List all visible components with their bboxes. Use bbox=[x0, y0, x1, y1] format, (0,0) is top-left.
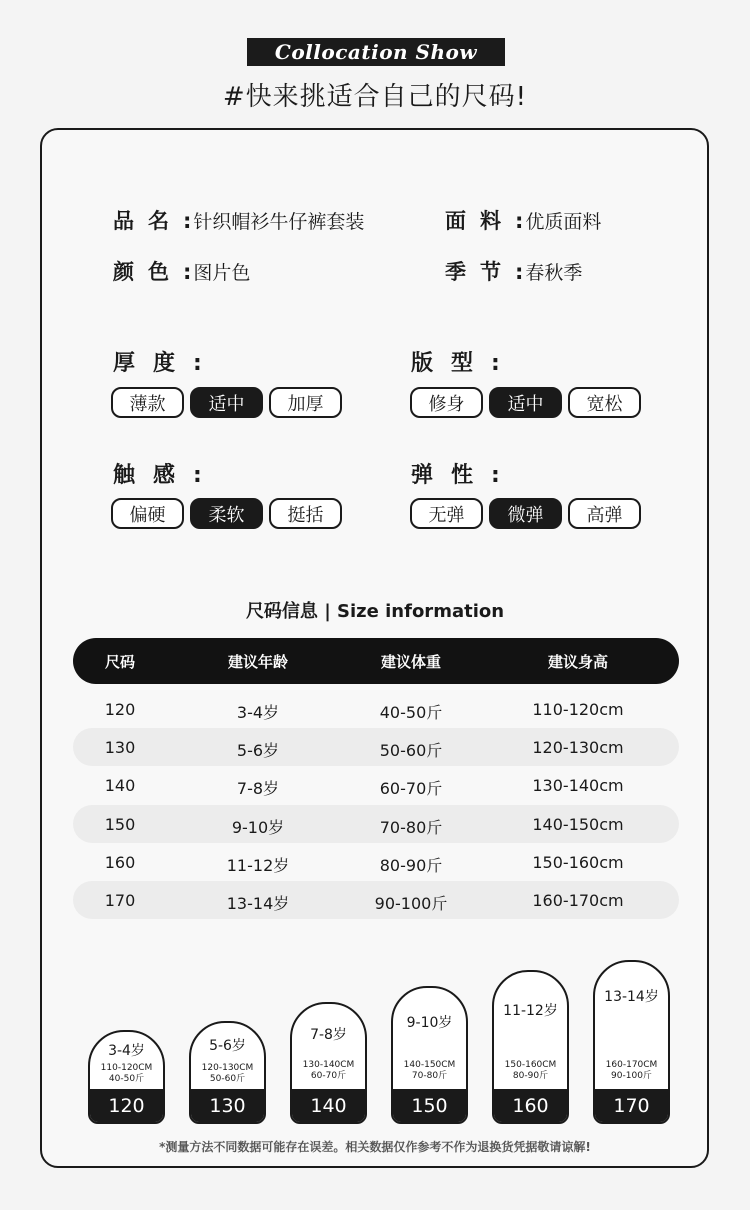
capsule-size: 140 bbox=[292, 1089, 365, 1122]
info-key: 品名 bbox=[113, 209, 183, 233]
info-fabric: 面料 : 优质面料 bbox=[445, 205, 601, 235]
capsule-height: 160-170CM bbox=[605, 1060, 658, 1070]
header-cell: 建议年龄 bbox=[227, 653, 288, 671]
header-cell: 建议身高 bbox=[547, 653, 608, 671]
option[interactable]: 薄款 bbox=[111, 387, 184, 418]
info-season: 季节 : 春秋季 bbox=[445, 256, 582, 286]
option[interactable]: 加厚 bbox=[269, 387, 342, 418]
capsule-age: 9-10岁 bbox=[406, 1015, 453, 1031]
table-cell: 110-120cm bbox=[532, 700, 624, 719]
capsule-size: 170 bbox=[595, 1089, 668, 1122]
size-capsule-130 bbox=[189, 1021, 266, 1124]
table-cell: 160 bbox=[104, 853, 136, 872]
capsule-size: 120 bbox=[90, 1089, 163, 1122]
subtitle: #快来挑适合自己的尺码! bbox=[222, 82, 528, 112]
table-cell: 140 bbox=[104, 776, 136, 795]
info-key: 季节 bbox=[445, 260, 515, 284]
table-cell: 130 bbox=[104, 738, 136, 757]
option-selected[interactable]: 柔软 bbox=[190, 498, 263, 529]
table-cell: 40-50斤 bbox=[379, 703, 443, 722]
info-key: 颜色 bbox=[113, 260, 183, 284]
attr-fit-options bbox=[410, 387, 641, 418]
capsule-height: 130-140CM bbox=[302, 1060, 355, 1070]
capsule-size: 160 bbox=[494, 1089, 567, 1122]
table-cell: 160-170cm bbox=[532, 891, 624, 910]
table-row bbox=[73, 690, 679, 728]
capsule-size: 130 bbox=[191, 1089, 264, 1122]
option[interactable]: 高弹 bbox=[568, 498, 641, 529]
capsule-height: 120-130CM bbox=[201, 1063, 254, 1073]
option[interactable]: 偏硬 bbox=[111, 498, 184, 529]
table-cell: 120-130cm bbox=[532, 738, 624, 757]
capsule-weight: 40-50斤 bbox=[108, 1074, 145, 1084]
option-selected[interactable]: 适中 bbox=[489, 387, 562, 418]
option[interactable]: 挺括 bbox=[269, 498, 342, 529]
table-cell: 80-90斤 bbox=[379, 856, 443, 875]
table-cell: 150-160cm bbox=[532, 853, 624, 872]
attr-elasticity-title: 弹性: bbox=[411, 463, 518, 488]
table-cell: 130-140cm bbox=[532, 776, 624, 795]
size-table-title: 尺码信息 | Size information bbox=[245, 601, 505, 622]
capsule-size: 150 bbox=[393, 1089, 466, 1122]
table-cell: 60-70斤 bbox=[379, 779, 443, 798]
capsule-weight: 80-90斤 bbox=[512, 1071, 549, 1081]
capsule-weight: 90-100斤 bbox=[611, 1071, 652, 1081]
size-capsule-150 bbox=[391, 986, 468, 1124]
capsule-age: 3-4岁 bbox=[108, 1043, 145, 1059]
table-cell: 50-60斤 bbox=[379, 741, 443, 760]
size-capsule-140 bbox=[290, 1002, 367, 1124]
capsule-age: 7-8岁 bbox=[310, 1027, 347, 1043]
attr-fit-title: 版型: bbox=[411, 351, 518, 376]
option-selected[interactable]: 微弹 bbox=[489, 498, 562, 529]
table-cell: 170 bbox=[104, 891, 136, 910]
size-capsule-120 bbox=[88, 1030, 165, 1124]
banner: Collocation Show bbox=[247, 38, 505, 66]
option[interactable]: 修身 bbox=[410, 387, 483, 418]
table-cell: 120 bbox=[104, 700, 136, 719]
capsule-age: 13-14岁 bbox=[604, 989, 659, 1005]
option-selected[interactable]: 适中 bbox=[190, 387, 263, 418]
info-value: 春秋季 bbox=[525, 262, 583, 284]
attr-elasticity-options bbox=[410, 498, 641, 529]
capsule-age: 11-12岁 bbox=[503, 1003, 558, 1019]
capsule-age: 5-6岁 bbox=[209, 1038, 246, 1054]
option[interactable]: 无弹 bbox=[410, 498, 483, 529]
option[interactable]: 宽松 bbox=[568, 387, 641, 418]
info-color: 颜色 : 图片色 bbox=[113, 256, 250, 286]
table-cell: 9-10岁 bbox=[231, 818, 285, 837]
table-row bbox=[73, 881, 679, 919]
table-row bbox=[73, 766, 679, 804]
header-cell: 建议体重 bbox=[380, 653, 441, 671]
table-cell: 70-80斤 bbox=[379, 818, 443, 837]
info-value: 图片色 bbox=[193, 262, 251, 284]
capsule-height: 110-120CM bbox=[100, 1063, 153, 1073]
table-cell: 150 bbox=[104, 815, 136, 834]
capsule-weight: 60-70斤 bbox=[310, 1071, 347, 1081]
table-cell: 13-14岁 bbox=[226, 894, 290, 913]
table-cell: 7-8岁 bbox=[236, 779, 280, 798]
table-row bbox=[73, 805, 679, 843]
size-capsule-160 bbox=[492, 970, 569, 1124]
info-name: 品名 : 针织帽衫牛仔裤套装 bbox=[113, 205, 364, 235]
capsule-height: 150-160CM bbox=[504, 1060, 557, 1070]
info-value: 针织帽衫牛仔裤套装 bbox=[193, 211, 365, 233]
capsule-weight: 50-60斤 bbox=[209, 1074, 246, 1084]
attr-thickness-title: 厚度: bbox=[113, 351, 220, 376]
attr-thickness-options bbox=[111, 387, 342, 418]
attr-touch-title: 触感: bbox=[113, 463, 220, 488]
table-cell: 11-12岁 bbox=[226, 856, 290, 875]
disclaimer-note: *测量方法不同数据可能存在误差。相关数据仅作参考不作为退换货凭据敬请谅解! bbox=[159, 1140, 591, 1154]
capsule-weight: 70-80斤 bbox=[411, 1071, 448, 1081]
table-row bbox=[73, 728, 679, 766]
table-cell: 5-6岁 bbox=[236, 741, 280, 760]
table-row bbox=[73, 843, 679, 881]
table-cell: 3-4岁 bbox=[236, 703, 280, 722]
size-table-header bbox=[73, 638, 679, 684]
info-key: 面料 bbox=[445, 209, 515, 233]
size-capsule-170 bbox=[593, 960, 670, 1124]
table-cell: 90-100斤 bbox=[374, 894, 448, 913]
table-cell: 140-150cm bbox=[532, 815, 624, 834]
header-cell: 尺码 bbox=[104, 653, 135, 671]
capsule-height: 140-150CM bbox=[403, 1060, 456, 1070]
info-value: 优质面料 bbox=[525, 211, 602, 233]
attr-touch-options bbox=[111, 498, 342, 529]
